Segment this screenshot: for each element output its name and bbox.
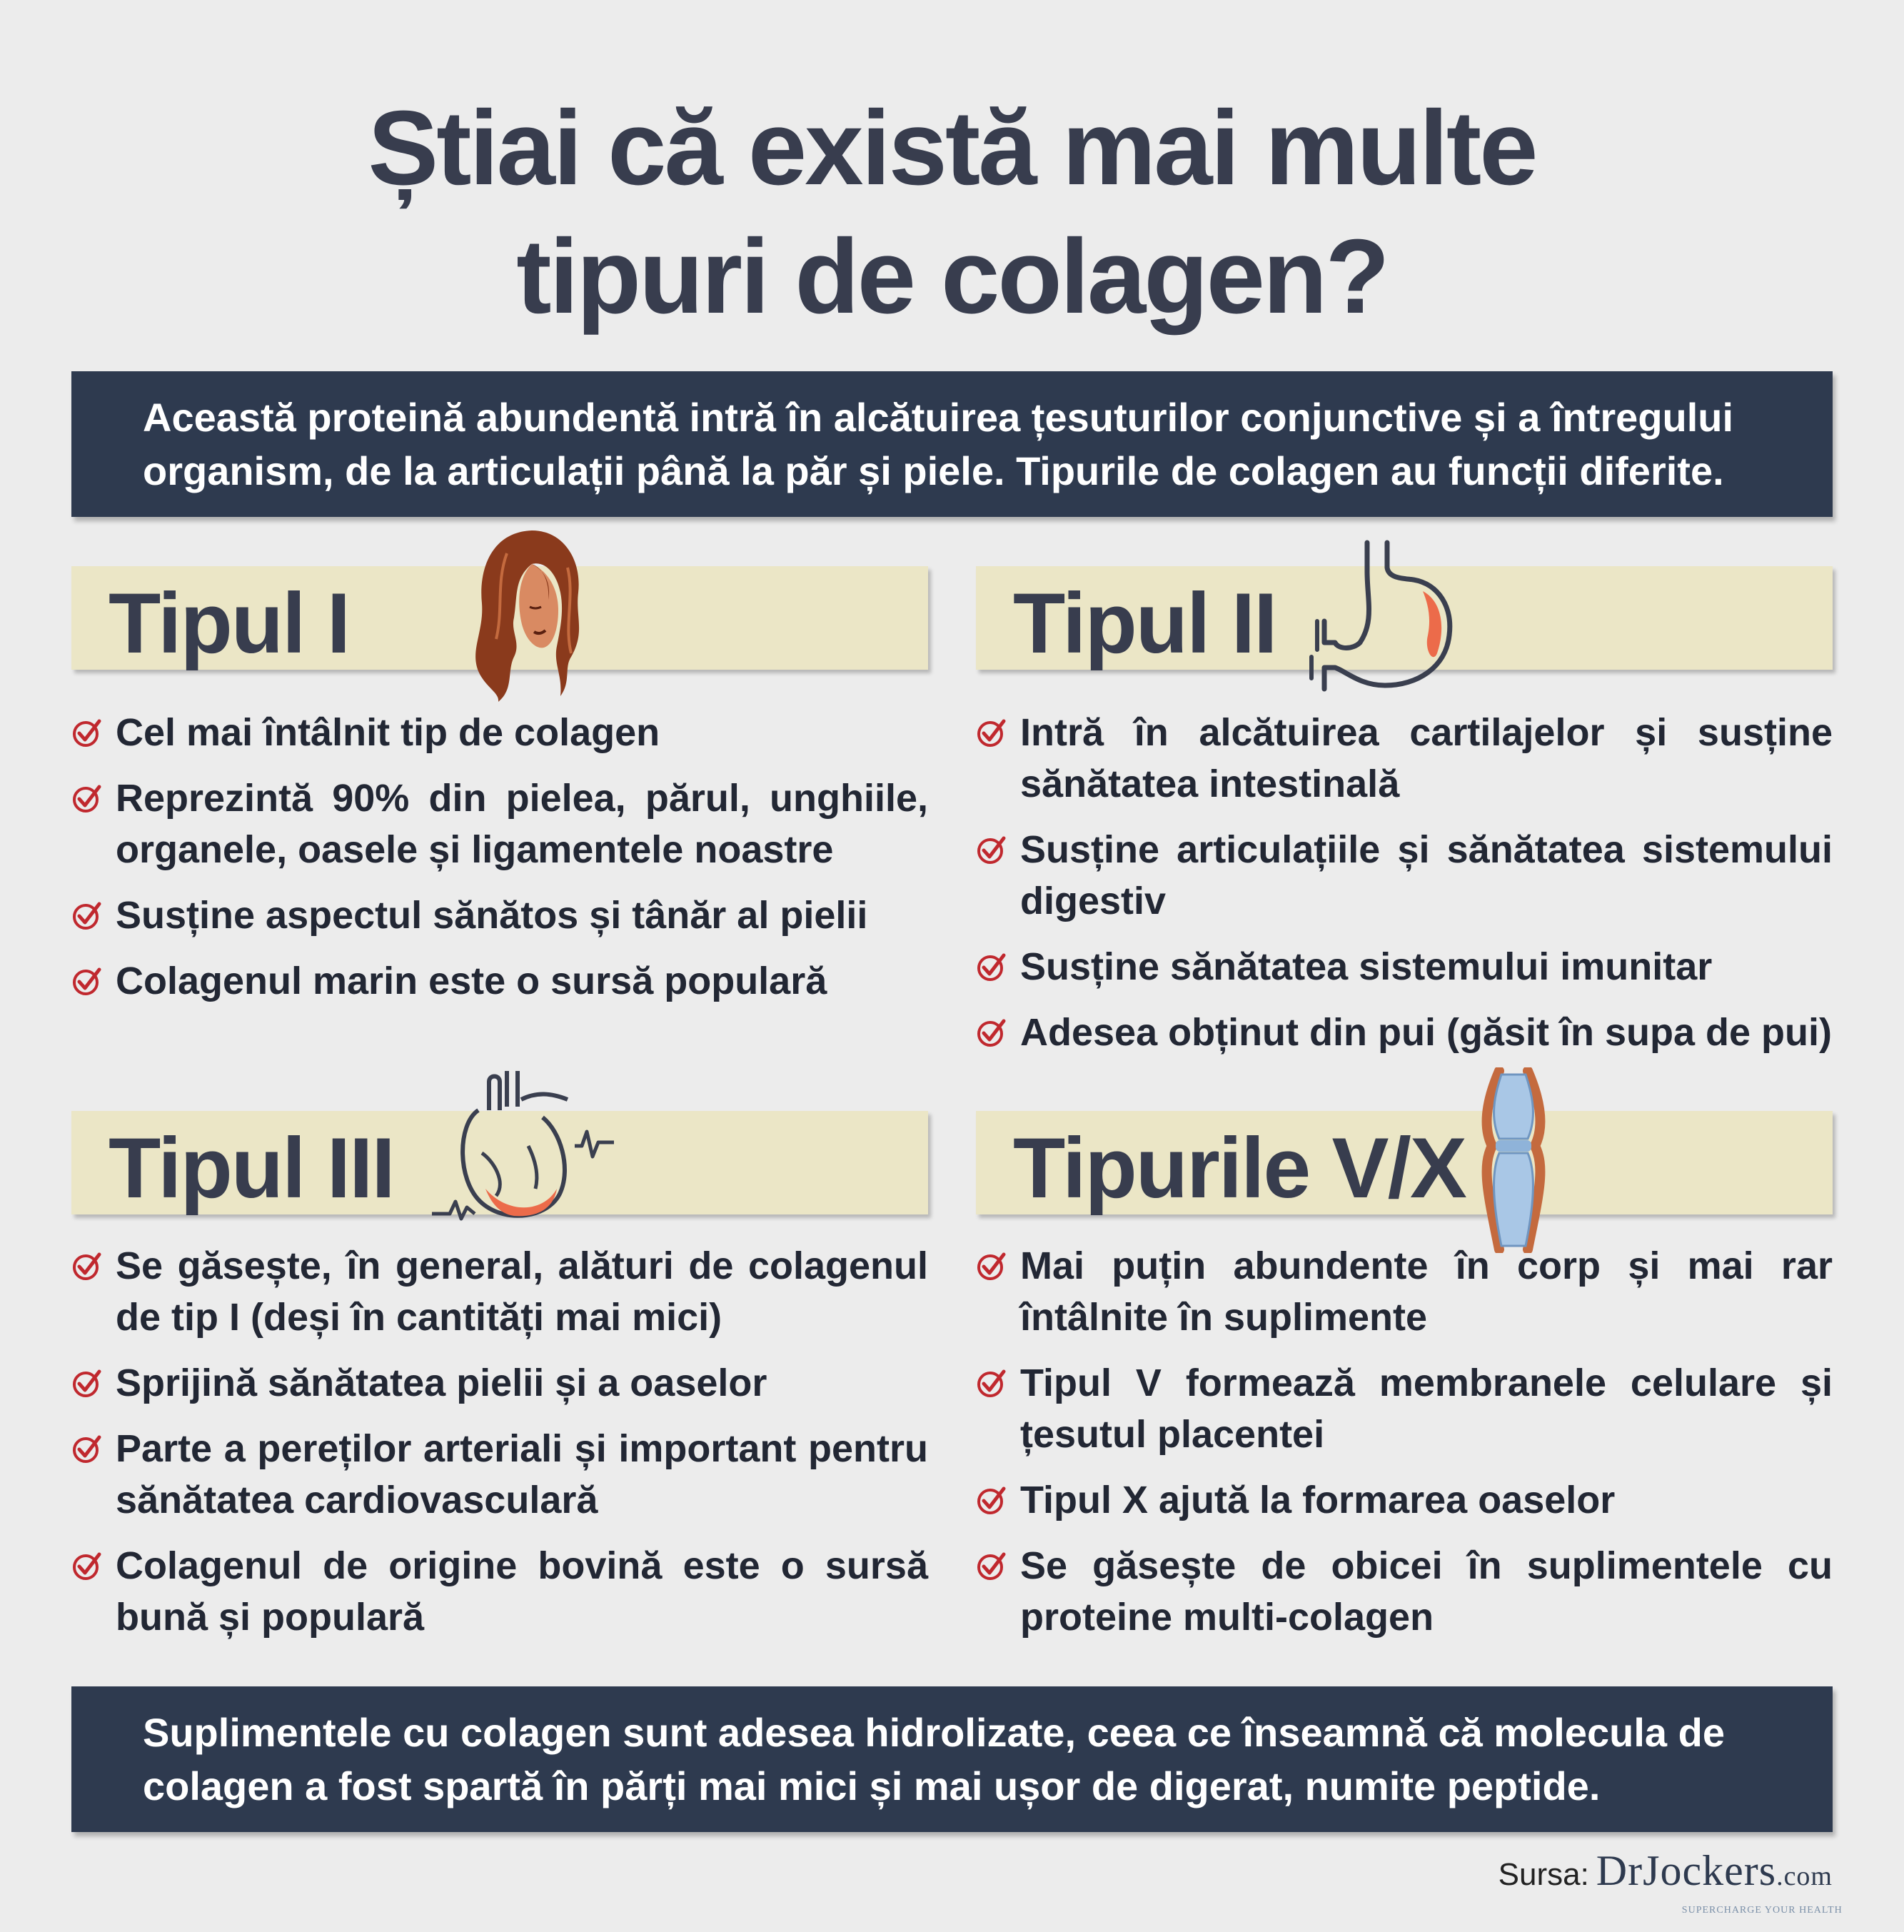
list-item-text: Colagenul de origine bovină este o sursă bună și populară — [116, 1544, 928, 1639]
page-title — [0, 84, 1904, 341]
list-item — [976, 1007, 1833, 1058]
list-item-text: Susține articulațiile și sănătatea sistemului digestiv — [1020, 828, 1833, 922]
check-icon — [976, 1550, 1007, 1581]
title-line-1: Știai că există mai multe — [368, 89, 1536, 207]
woman-hair-icon — [464, 525, 589, 703]
logo-suffix: .com — [1776, 1861, 1833, 1891]
section-heading: Tipul III — [109, 1120, 394, 1216]
section-header-type-5-10 — [976, 1111, 1833, 1214]
section-heading: Tipul I — [109, 575, 350, 671]
check-icon — [976, 1250, 1007, 1282]
list-item — [976, 1474, 1833, 1526]
list-item — [71, 1357, 928, 1409]
list-item — [71, 1240, 928, 1343]
check-icon — [976, 834, 1007, 865]
drjockers-logo[interactable] — [1596, 1847, 1843, 1916]
check-icon — [71, 783, 103, 814]
footer-banner — [71, 1686, 1833, 1832]
intro-text: Această proteină abundentă intră în alcătuirea țesuturilor conjunctive și a întregului organism, de la articulații până la păr și piele. Tipurile de colagen au funcții diferite. — [143, 395, 1734, 493]
list-item — [71, 1423, 928, 1526]
heart-icon — [428, 1067, 618, 1221]
check-icon — [71, 1367, 103, 1399]
list-item — [976, 707, 1833, 810]
list-item-text: Susține sănătatea sistemului imunitar — [1020, 945, 1713, 988]
section-heading: Tipurile V/X — [1013, 1120, 1466, 1216]
list-item-text: Tipul X ajută la formarea oaselor — [1020, 1479, 1616, 1521]
list-item-text: Colagenul marin este o sursă populară — [116, 960, 827, 1002]
list-item-text: Intră în alcătuirea cartilajelor și susține sănătatea intestinală — [1020, 711, 1833, 805]
list-item-text: Tipul V formează membranele celulare și țesutul placentei — [1020, 1362, 1833, 1456]
section-heading: Tipul II — [1013, 575, 1276, 671]
section-list-type-2 — [976, 707, 1833, 1072]
list-item-text: Susține aspectul sănătos și tânăr al pielii — [116, 894, 868, 937]
list-item-text: Parte a pereților arteriali și important pentru sănătatea cardiovasculară — [116, 1427, 928, 1521]
list-item-text: Se găsește de obicei în suplimentele cu proteine multi-colagen — [1020, 1544, 1833, 1639]
joint-icon — [1460, 1067, 1567, 1253]
check-icon — [71, 1433, 103, 1464]
check-icon — [976, 717, 1007, 748]
check-icon — [71, 717, 103, 748]
list-item — [71, 707, 928, 758]
check-icon — [976, 1367, 1007, 1399]
check-icon — [71, 1250, 103, 1282]
footer-note: Suplimentele cu colagen sunt adesea hidrolizate, ceea ce înseamnă că molecula de colagen a fost spartă în părți mai mici și mai ușor de digerat, numite peptide. — [143, 1710, 1725, 1808]
list-item — [976, 1240, 1833, 1343]
check-icon — [71, 965, 103, 997]
list-item-text: Mai puțin abundente în corp și mai rar întâlnite în suplimente — [1020, 1244, 1833, 1339]
intro-banner — [71, 371, 1833, 517]
list-item — [976, 1357, 1833, 1460]
title-line-2: tipuri de colagen? — [516, 218, 1388, 336]
source-label: Sursa: — [1498, 1857, 1589, 1892]
check-icon — [976, 1017, 1007, 1048]
list-item — [71, 773, 928, 875]
stomach-icon — [1296, 535, 1467, 700]
list-item — [71, 955, 928, 1007]
list-item-text: Se găsește, în general, alături de colagenul de tip I (deși în cantități mai mici) — [116, 1244, 928, 1339]
check-icon — [976, 951, 1007, 982]
list-item — [976, 941, 1833, 992]
list-item — [976, 824, 1833, 927]
list-item-text: Cel mai întâlnit tip de colagen — [116, 711, 660, 754]
list-item-text: Adesea obținut din pui (găsit în supa de pui) — [1020, 1011, 1833, 1054]
check-icon — [71, 900, 103, 931]
list-item — [71, 1540, 928, 1643]
source-credit — [1498, 1847, 1843, 1916]
list-item-text: Reprezintă 90% din pielea, părul, unghiile, organele, oasele și ligamentele noastre — [116, 777, 928, 871]
section-list-type-1 — [71, 707, 928, 1021]
logo-tagline: SUPERCHARGE YOUR HEALTH — [1681, 1905, 1843, 1916]
list-item — [71, 890, 928, 941]
list-item — [976, 1540, 1833, 1643]
check-icon — [976, 1484, 1007, 1516]
section-list-type-3 — [71, 1240, 928, 1657]
section-list-type-5-10 — [976, 1240, 1833, 1657]
check-icon — [71, 1550, 103, 1581]
list-item-text: Sprijină sănătatea pielii și a oaselor — [116, 1362, 767, 1404]
logo-main: DrJockers — [1596, 1847, 1777, 1894]
